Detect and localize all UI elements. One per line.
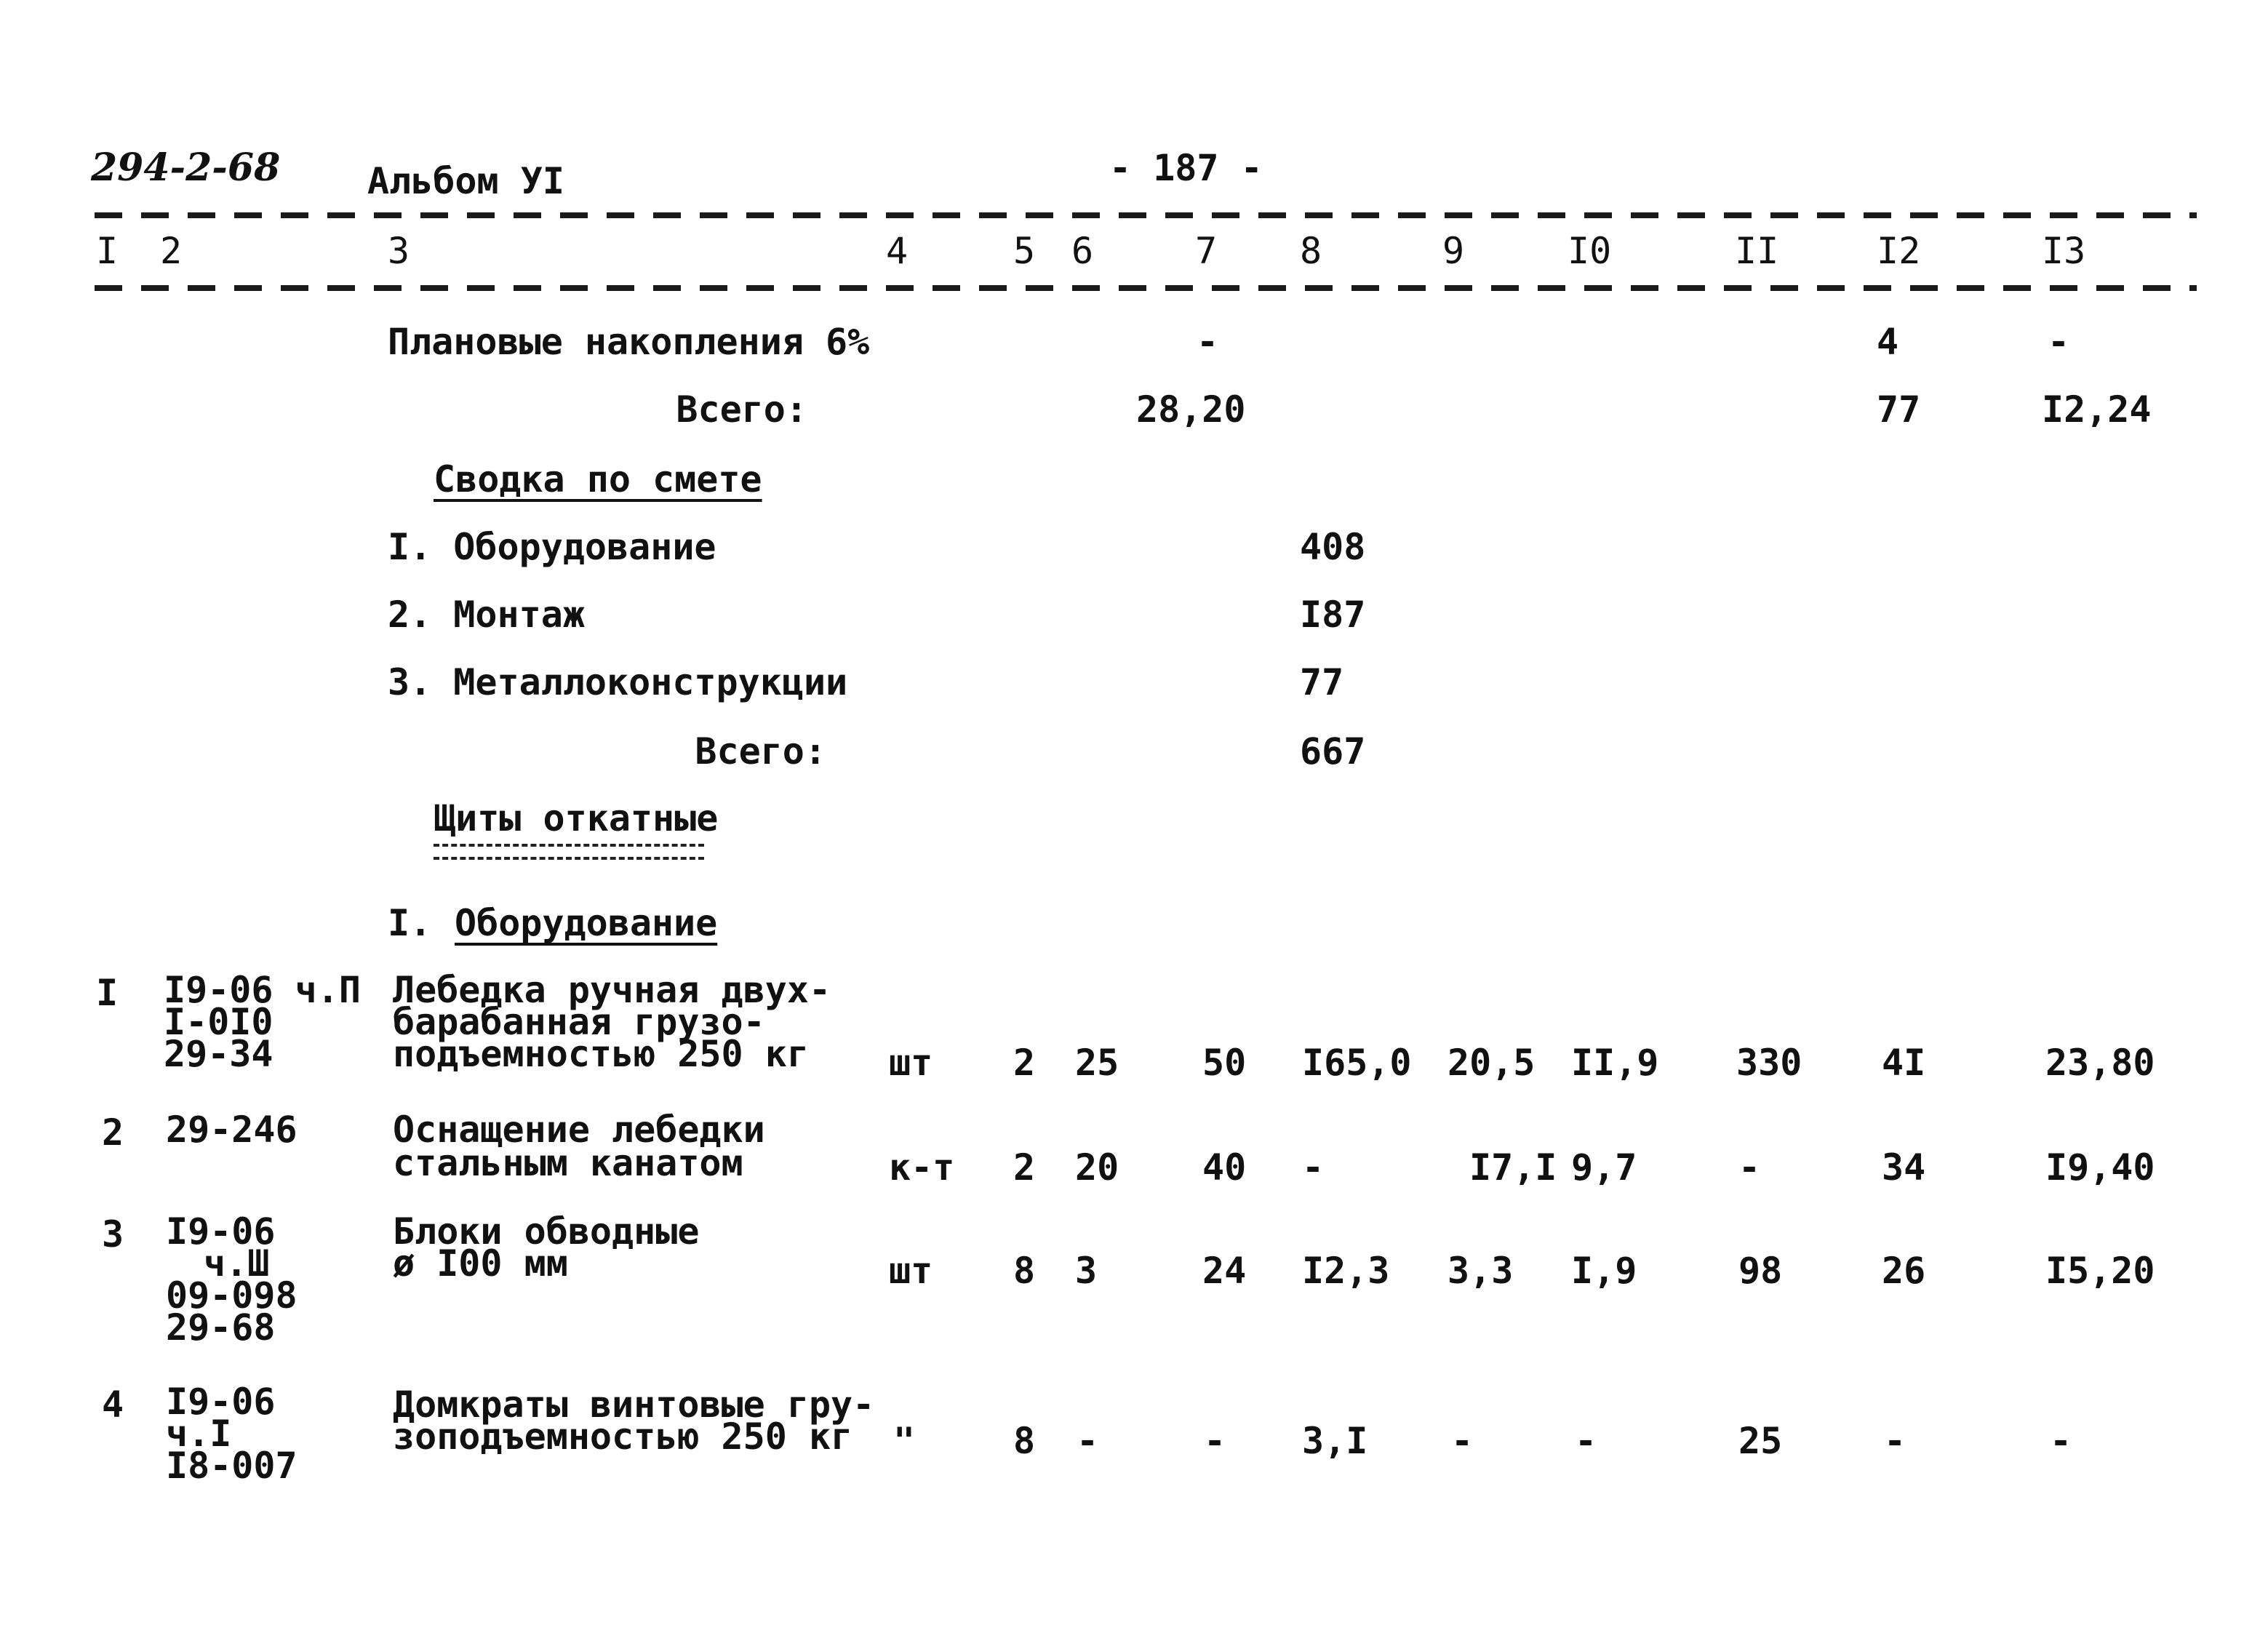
col-header-2: 2 (160, 230, 183, 272)
summary-item-label: 3. Металлоконструкции (388, 661, 848, 703)
row-ref-line: 29-68 (166, 1306, 276, 1349)
row-desc-line: стальным канатом (393, 1142, 743, 1184)
col-header-8: 8 (1300, 230, 1322, 272)
row-c8: I65,0 (1302, 1042, 1412, 1084)
row-c7: 24 (1202, 1250, 1247, 1292)
row-c13: 23,80 (2045, 1042, 2155, 1084)
summary-item-label: 2. Монтаж (388, 594, 585, 636)
col-header-1: I (96, 230, 119, 272)
row-c9: - (1451, 1420, 1474, 1462)
row-c8: I2,3 (1302, 1250, 1390, 1292)
row-ref-line: I9-06 (166, 1210, 276, 1253)
col-header-4: 4 (886, 230, 909, 272)
document-code: 294-2-68 (91, 145, 281, 190)
row-c6: 3 (1075, 1250, 1098, 1292)
col-header-7: 7 (1195, 230, 1218, 272)
row-ref-line: I9-06 ч.П (164, 969, 361, 1011)
summary-item-label: I. Оборудование (388, 526, 716, 568)
col-header-11: II (1735, 230, 1779, 272)
row-unit: шт (889, 1042, 933, 1084)
col-header-5: 5 (1013, 230, 1036, 272)
row-c5: 8 (1013, 1420, 1036, 1462)
row-c13: I9,40 (2045, 1146, 2155, 1189)
row-c6: 25 (1075, 1042, 1119, 1084)
page-number: - 187 - (1109, 147, 1263, 189)
row-number: 2 (102, 1111, 124, 1154)
total1-label: Всего: (676, 388, 807, 431)
row-c8: 3,I (1302, 1420, 1368, 1462)
row-ref-line: I-0I0 (164, 1001, 273, 1043)
col-header-10: I0 (1568, 230, 1612, 272)
row-desc-line: Оснащение лебедки (393, 1109, 765, 1151)
col-header-3: 3 (388, 230, 410, 272)
row-c8: - (1302, 1146, 1325, 1189)
row-ref-line: 29-246 (166, 1109, 298, 1151)
summary-item-value: 408 (1300, 526, 1366, 568)
row-ref-line: ч.I (166, 1413, 232, 1455)
row-c13: - (2050, 1420, 2072, 1462)
row-c7: - (1204, 1420, 1226, 1462)
row-desc-line: ø I00 мм (393, 1242, 568, 1285)
row-ref-line: 29-34 (164, 1033, 273, 1075)
row-c6: 20 (1075, 1146, 1119, 1189)
section-subtitle: Оборудование (455, 902, 718, 944)
row-c12: - (1884, 1420, 1906, 1462)
row-ref-line: I9-06 (166, 1381, 276, 1423)
row-c5: 2 (1013, 1146, 1036, 1189)
row-c7: 40 (1202, 1146, 1247, 1189)
row-desc-line: барабанная грузо- (393, 1001, 765, 1043)
row-c11: 98 (1738, 1250, 1783, 1292)
row-ref-line: I8-007 (166, 1445, 298, 1487)
planned-c13: - (2047, 321, 2070, 363)
row-c11: 25 (1738, 1420, 1783, 1462)
row-number: I (96, 972, 119, 1014)
row-c10: II,9 (1571, 1042, 1659, 1084)
row-c5: 2 (1013, 1042, 1036, 1084)
row-unit: " (893, 1420, 916, 1462)
col-header-9: 9 (1442, 230, 1465, 272)
planned-label: Плановые накопления 6% (388, 321, 870, 363)
row-unit: шт (889, 1250, 933, 1292)
row-desc-line: зоподъемностью 250 кг (393, 1416, 853, 1458)
row-unit: к-т (889, 1146, 955, 1189)
row-c13: I5,20 (2045, 1250, 2155, 1292)
row-c9: 3,3 (1448, 1250, 1514, 1292)
row-c10: - (1575, 1420, 1597, 1462)
section-subtitle-number: I. (388, 902, 432, 944)
row-c11: - (1738, 1146, 1761, 1189)
row-number: 3 (102, 1213, 124, 1255)
row-c6: - (1077, 1420, 1099, 1462)
album-label: Альбом УI (367, 160, 564, 202)
total1-c12: 77 (1877, 388, 1921, 431)
col-header-6: 6 (1071, 230, 1094, 272)
row-c10: 9,7 (1571, 1146, 1637, 1189)
row-c12: 4I (1882, 1042, 1926, 1084)
row-c12: 26 (1882, 1250, 1926, 1292)
row-ref-line: 09-098 (166, 1274, 298, 1317)
col-header-13: I3 (2042, 230, 2086, 272)
row-c7: 50 (1202, 1042, 1247, 1084)
row-ref-line: ч.Ш (204, 1242, 270, 1285)
row-c5: 8 (1013, 1250, 1036, 1292)
header-rule-bottom (95, 285, 2197, 291)
row-c11: 330 (1736, 1042, 1802, 1084)
row-c9: I7,I (1469, 1146, 1557, 1189)
section-title: Щиты откатные (434, 797, 719, 839)
row-c12: 34 (1882, 1146, 1926, 1189)
row-number: 4 (102, 1384, 124, 1426)
summary-total-value: 667 (1300, 730, 1366, 772)
summary-item-value: 77 (1300, 661, 1344, 703)
row-desc-line: Блоки обводные (393, 1210, 700, 1253)
section-title-underline (434, 844, 704, 860)
total1-c7: 28,20 (1136, 388, 1246, 431)
row-c10: I,9 (1571, 1250, 1637, 1292)
row-c9: 20,5 (1448, 1042, 1536, 1084)
total1-c13: I2,24 (2042, 388, 2152, 431)
summary-title: Сводка по смете (434, 458, 762, 500)
row-desc-line: подъемностью 250 кг (393, 1033, 809, 1075)
summary-total-label: Всего: (695, 730, 826, 772)
row-desc-line: Лебедка ручная двух- (393, 969, 831, 1011)
row-desc-line: Домкраты винтовые гру- (393, 1384, 875, 1426)
header-rule-top (95, 212, 2197, 218)
planned-c12: 4 (1877, 321, 1899, 363)
summary-item-value: I87 (1300, 594, 1366, 636)
col-header-12: I2 (1877, 230, 1921, 272)
planned-c7: - (1196, 321, 1219, 363)
